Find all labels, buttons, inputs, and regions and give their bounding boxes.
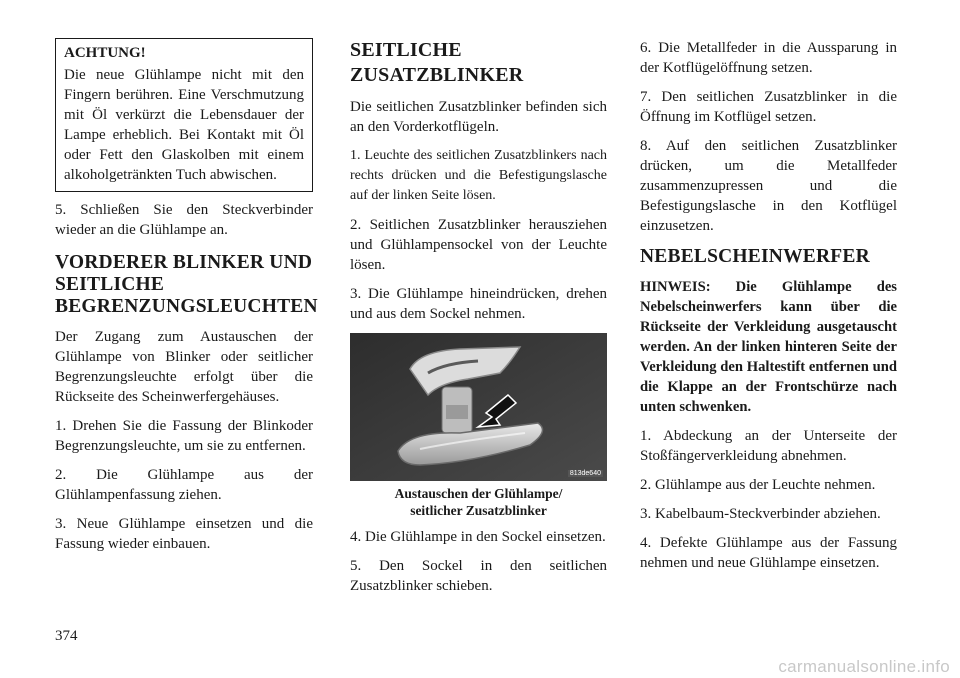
caption-line-2: seitlicher Zusatzblinker: [410, 503, 547, 518]
step-3-side: 3. Die Glühlampe hineindrücken, drehen und aus dem Sockel nehmen.: [350, 286, 607, 322]
intro-front-turn-signal: Der Zugang zum Austauschen der Glühlampe von Blinker oder seitlicher Begrenzungsleuchte erfolgt über die Rückseite des Scheinwerfergehäuses.: [55, 329, 313, 405]
step-7-side: 7. Den seitlichen Zusatzblinker in die Öffnung im Kotflügel setzen.: [640, 89, 897, 125]
step-5-connector: 5. Schließen Sie den Steckverbinder wieder an die Glühlampe an.: [55, 202, 313, 238]
side-repeater-photo: [350, 333, 607, 481]
warning-title: ACHTUNG!: [64, 45, 146, 61]
step-1-fog: 1. Abdeckung an der Unterseite der Stoßfängerverkleidung abnehmen.: [640, 428, 897, 464]
step-1-front: 1. Drehen Sie die Fassung der Blinkoder Begrenzungsleuchte, um sie zu entfernen.: [55, 418, 313, 454]
heading-side-repeater: SEITLICHE ZUSATZBLINKER: [350, 39, 524, 86]
step-4-fog: 4. Defekte Glühlampe aus der Fassung nehmen und neue Glühlampe einsetzen.: [640, 535, 897, 571]
caption-line-1: Austauschen der Glühlampe/: [394, 486, 563, 501]
fog-lamp-note: HINWEIS: Die Glühlampe des Nebelscheinwerfers kann über die Rückseite der Verkleidung ausgetauscht werden. An der linken hinteren Seite der Verkleidung den Haltestift entfernen und die Klappe an der Frontschürze nach unten schwenken.: [640, 279, 897, 415]
column-middle: [350, 38, 607, 605]
step-2-front: 2. Die Glühlampe aus der Glühlampenfassung ziehen.: [55, 467, 313, 503]
step-2-side: 2. Seitlichen Zusatzblinker herausziehen und Glühlampensockel von der Leuchte lösen.: [350, 217, 607, 273]
warning-text: Die neue Glühlampe nicht mit den Fingern berühren. Eine Verschmutzung mit Öl verkürzt die Lebensdauer der Lampe erheblich. Bei Kontakt mit Öl oder Fett den Glaskolben mit einem alkoholgetränkten Tuch abwischen.: [64, 67, 304, 183]
column-right: [640, 38, 897, 582]
step-5-side: 5. Den Sockel in den seitlichen Zusatzblinker schieben.: [350, 558, 607, 594]
step-3-fog: 3. Kabelbaum-Steckverbinder abziehen.: [640, 506, 881, 522]
heading-front-turn-signal: VORDERER BLINKER UND SEITLICHE BEGRENZUNGSLEUCHTEN: [55, 252, 318, 317]
intro-side-repeater: Die seitlichen Zusatzblinker befinden sich an den Vorderkotflügeln.: [350, 99, 607, 135]
watermark: carmanualsonline.info: [778, 657, 950, 676]
warning-box: [55, 38, 313, 192]
step-2-fog: 2. Glühlampe aus der Leuchte nehmen.: [640, 477, 876, 493]
figure-code: 813de640: [569, 470, 601, 477]
figure-caption: [350, 485, 607, 519]
heading-fog-lamp: NEBELSCHEINWERFER: [640, 246, 870, 267]
step-3-front: 3. Neue Glühlampe einsetzen und die Fassung wieder einbauen.: [55, 516, 313, 552]
step-1-side: 1. Leuchte des seitlichen Zusatzblinkers nach rechts drücken und die Befestigungslasche auf der linken Seite lösen.: [350, 148, 607, 203]
page-number: 374: [55, 628, 78, 644]
step-4-side: 4. Die Glühlampe in den Sockel einsetzen.: [350, 529, 606, 545]
column-left: [55, 38, 318, 563]
step-6-side: 6. Die Metallfeder in die Aussparung in der Kotflügelöffnung setzen.: [640, 40, 897, 76]
step-8-side: 8. Auf den seitlichen Zusatzblinker drücken, um die Metallfeder zusammenzupressen und die Befestigungslasche in den Kotflügel einzusetzen.: [640, 138, 897, 234]
